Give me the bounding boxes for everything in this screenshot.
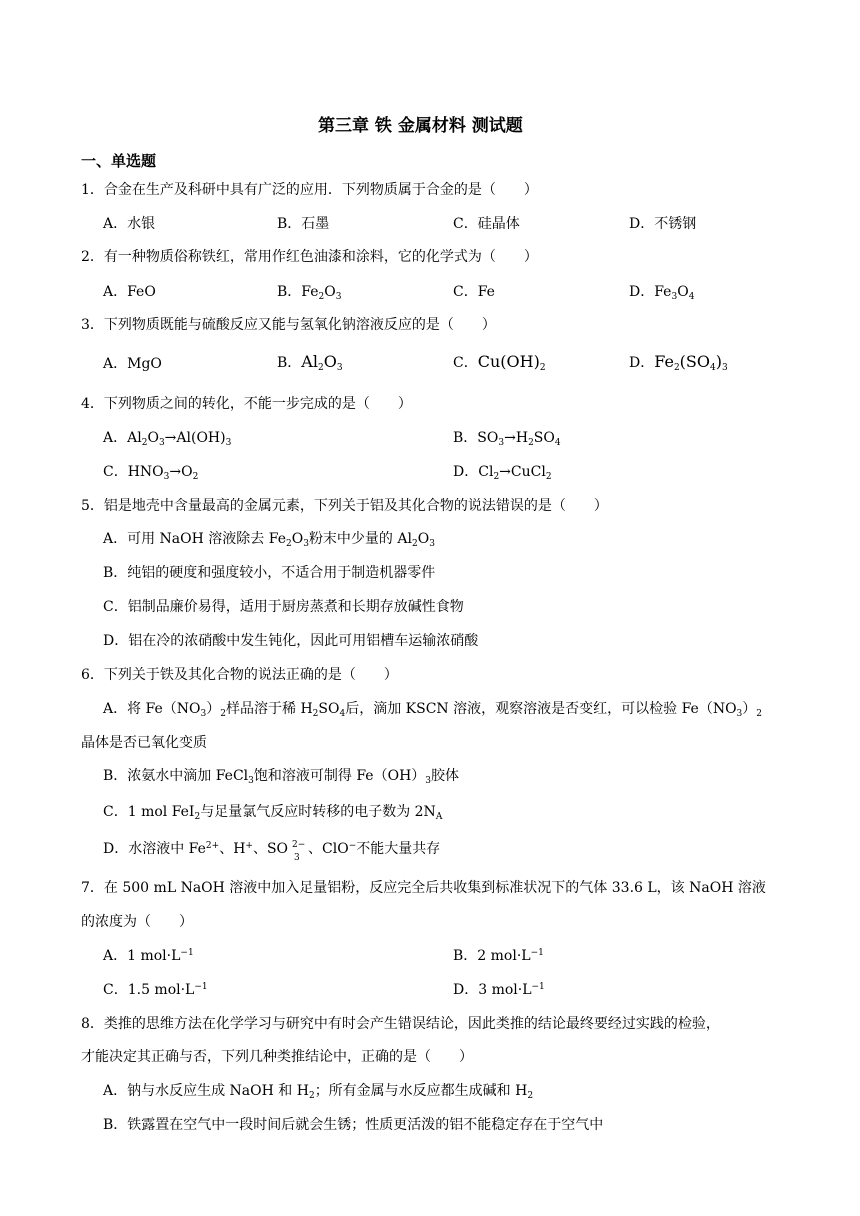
- question-stem: 在 500 mL NaOH 溶液中加入足量铝粉，反应完全后共收集到标准状况下的气体 33.6 L，该 NaOH 溶液: [103, 880, 766, 896]
- q1-option-c[interactable]: C．硅晶体: [453, 216, 520, 232]
- q3-option-a[interactable]: A．MgO: [103, 356, 162, 372]
- q1-option-a[interactable]: A．水银: [103, 216, 156, 232]
- question-stem: 下列物质既能与硫酸反应又能与氢氧化钠溶液反应的是（ ）: [103, 317, 496, 333]
- question-6: [81, 666, 398, 684]
- question-3: [81, 316, 496, 334]
- q8-option-b[interactable]: B．铁露置在空气中一段时间后就会生锈；性质更活泼的铝不能稳定存在于空气中: [103, 1117, 604, 1133]
- question-stem: 铝是地壳中含量最高的金属元素，下列关于铝及其化合物的说法错误的是（ ）: [103, 498, 608, 514]
- q4-option-c[interactable]: C．$HNO_3\to O_2$: [103, 464, 199, 482]
- q3-option-b[interactable]: B．$Al_2O_3$: [277, 352, 343, 373]
- q2-option-c[interactable]: C．Fe: [453, 284, 495, 300]
- question-2: [81, 248, 538, 266]
- q6-option-c[interactable]: C．1 mol FeI$_2$与足量氯气反应时转移的电子数为 $2N_A$: [103, 804, 443, 822]
- q4-option-d[interactable]: D．$Cl_2\to CuCl_2$: [453, 464, 552, 482]
- question-number: 6．: [81, 667, 104, 683]
- q1-option-d[interactable]: D．不锈钢: [629, 216, 697, 232]
- q1-option-b[interactable]: B．石墨: [277, 216, 330, 232]
- question-stem: 有一种物质俗称铁红，常用作红色油漆和涂料，它的化学式为（ ）: [103, 249, 538, 265]
- q2-option-d[interactable]: D．$Fe_3O_4$: [629, 284, 695, 302]
- question-7: [81, 879, 766, 897]
- q3-option-d[interactable]: D．$Fe_2(SO_4)_3$: [629, 352, 728, 373]
- q5-option-b[interactable]: B．纯铝的硬度和强度较小，不适合用于制造机器零件: [103, 565, 436, 581]
- q2-option-b[interactable]: B．$Fe_2O_3$: [277, 284, 342, 302]
- q6-option-a[interactable]: A．将 $Fe(NO_3)_2$样品溶于稀 $H_2SO_4$后，滴加 KSCN 溶液，观察溶液是否变红，可以检验 $Fe(NO_3)_2$: [103, 701, 763, 719]
- question-8-stem-continued: 才能决定其正确与否，下列几种类推结论中，正确的是（ ）: [81, 1049, 473, 1065]
- question-number: 2．: [81, 249, 104, 265]
- question-stem: 下列关于铁及其化合物的说法正确的是（ ）: [103, 667, 398, 683]
- q7-option-b[interactable]: B．2 $mol\cdot L^{-1}$: [453, 948, 544, 964]
- q7-option-d[interactable]: D．3 $mol\cdot L^{-1}$: [453, 982, 545, 998]
- question-number: 5．: [81, 498, 104, 514]
- question-stem: 下列物质之间的转化，不能一步完成的是（ ）: [103, 396, 412, 412]
- question-number: 7．: [81, 880, 104, 896]
- q7-option-c[interactable]: C．1.5 $mol\cdot L^{-1}$: [103, 982, 208, 998]
- question-number: 4．: [81, 396, 104, 412]
- page-title: 第三章 铁 金属材料 测试题: [318, 116, 523, 136]
- q8-option-a[interactable]: A．钠与水反应生成 NaOH 和 $H_2$；所有金属与水反应都生成碱和 $H_2$: [103, 1083, 534, 1101]
- q4-option-a[interactable]: A．$Al_2O_3\to Al(OH)_3$: [103, 430, 232, 448]
- section-heading: 一、单选题: [81, 152, 157, 170]
- question-7-stem-continued: 的浓度为（ ）: [81, 914, 193, 930]
- q2-option-a[interactable]: A．FeO: [103, 284, 156, 300]
- question-8: [81, 1015, 720, 1033]
- q6-option-d[interactable]: D．水溶液中 $Fe^{2+}$、H+、SO 2− 3 、ClO−不能大量共存: [103, 840, 441, 863]
- question-1: [81, 181, 538, 199]
- q5-option-a[interactable]: A．可用 NaOH 溶液除去 $Fe_2O_3$粉末中少量的 $Al_2O_3$: [103, 531, 435, 549]
- question-stem: 合金在生产及科研中具有广泛的应用．下列物质属于合金的是（ ）: [103, 182, 538, 198]
- q6-option-b[interactable]: B．浓氨水中滴加 FeCl$_3$饱和溶液可制得 $Fe(OH)_3$胶体: [103, 768, 460, 786]
- q5-option-d[interactable]: D．铝在冷的浓硝酸中发生钝化，因此可用铝槽车运输浓硝酸: [103, 633, 479, 649]
- q6-option-a-continued: 晶体是否已氧化变质: [81, 735, 207, 751]
- question-5: [81, 497, 608, 515]
- question-stem: 类推的思维方法在化学学习与研究中有时会产生错误结论，因此类推的结论最终要经过实践的检验，: [103, 1016, 720, 1032]
- question-number: 3．: [81, 317, 104, 333]
- q4-option-b[interactable]: B．$SO_3\to H_2SO_4$: [453, 430, 561, 448]
- q7-option-a[interactable]: A．1 $mol\cdot L^{-1}$: [103, 948, 194, 964]
- question-number: 1．: [81, 182, 104, 198]
- q5-option-c[interactable]: C．铝制品廉价易得，适用于厨房蒸煮和长期存放碱性食物: [103, 599, 464, 615]
- question-number: 8．: [81, 1016, 104, 1032]
- question-4: [81, 395, 412, 413]
- q3-option-c[interactable]: C．$Cu(OH)_2$: [453, 352, 546, 373]
